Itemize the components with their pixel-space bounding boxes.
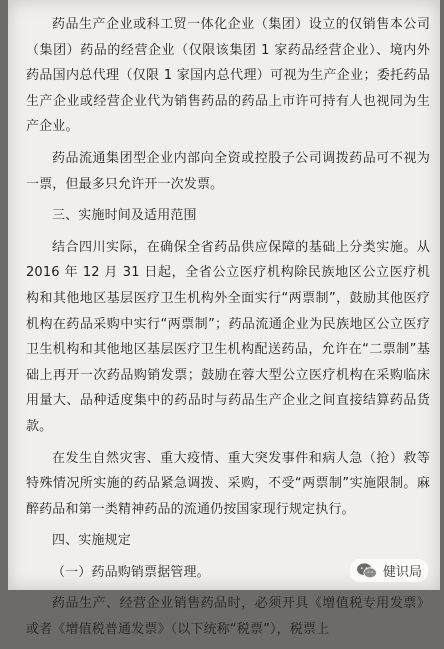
paragraph: 药品流通集团型企业内部向全资或控股子公司调拨药品可不视为一票，但最多只允许开一次发票。 xyxy=(26,150,430,192)
watermark-text: 健识局 xyxy=(382,565,422,580)
document-body xyxy=(26,12,430,649)
paragraph: 药品生产企业或科工贸一体化企业（集团）设立的仅销售本公司（集团）药品的经营企业（仅限该集团 1 家药品经营企业）、境内外药品国内总代理（仅限 1 家国内总代理）可视为生产企业；委托药品生产企业或经营企业代为销售药品的药品上市许可持有人也视同为生产企业。 xyxy=(26,17,430,135)
paragraph: 结合四川实际，在确保全省药品供应保障的基础上分类实施。从 2016 年 12 月 31 日起，全省公立医疗机构除民族地区公立医疗机构和其他地区基层医疗卫生机构外全面实行“两票制”，鼓励其他医疗机构在药品采购中实行“两票制”；药品流通企业为民族地区公立医疗卫生机构和其他地区基层医疗卫生机构配送药品，允许在“二票制”基础上再开一次药品购销发票；鼓励在蓉大型公立医疗机构在采购临床用量大、品种适度集中的药品时与药品生产企业之间直接结算药品货款。 xyxy=(26,239,430,434)
document-page xyxy=(8,0,440,638)
subsection-heading: （一）药品购销票据管理。 xyxy=(52,564,210,580)
wechat-icon xyxy=(356,562,378,580)
watermark xyxy=(350,559,428,582)
section-heading: 三、实施时间及适用范围 xyxy=(52,208,197,224)
paragraph: 在发生自然灾害、重大疫情、重大突发事件和病人急（抢）救等特殊情况所实施的药品紧急调拨、采购，不受“两票制”实施限制。麻醉药品和第一类精神药品的流通仍按国家现行规定执行。 xyxy=(26,450,430,517)
section-heading: 四、实施规定 xyxy=(52,533,131,549)
paragraph: 药品生产、经营企业销售药品时，必须开具《增值税专用发票》或者《增值税普通发票》（以下统称“税票”），税票上 xyxy=(26,596,430,638)
